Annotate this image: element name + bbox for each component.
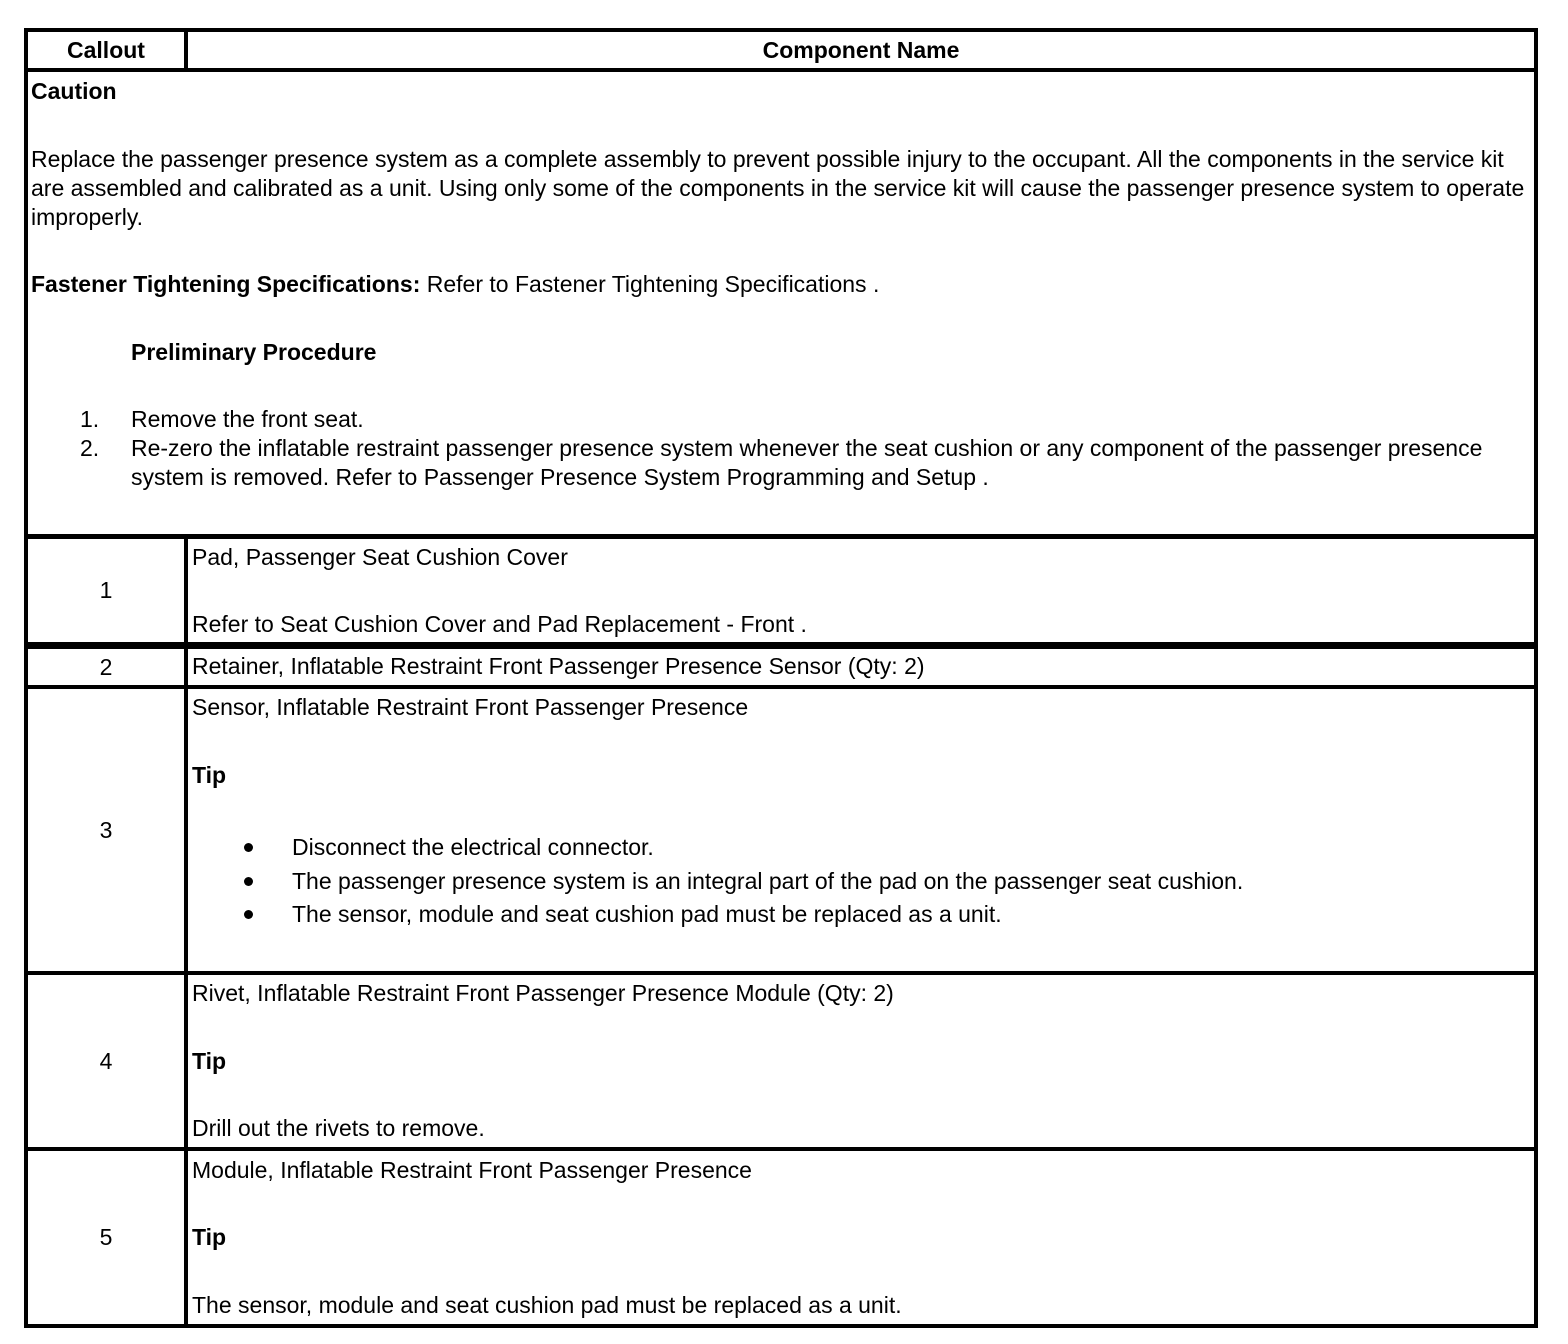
bullet-icon (244, 843, 253, 852)
bullet-text: The passenger presence system is an integral part of the pad on the passenger seat cushion. (292, 868, 1244, 894)
component-name: Pad, Passenger Seat Cushion Cover (192, 544, 568, 570)
row-divider (184, 535, 188, 646)
fastener-spec-text: Refer to Fastener Tightening Specifications . (420, 271, 880, 297)
step-number: 2. (80, 435, 100, 461)
fastener-spec-label: Fastener Tightening Specifications: (31, 271, 421, 297)
step-number: 1. (80, 406, 100, 432)
step-text: Re-zero the inflatable restraint passenger presence system whenever the seat cushion or any component of the passenger presence system is removed. Refer to Passenger Presence System Programming and Setup . (131, 435, 1483, 490)
component-name: Rivet, Inflatable Restraint Front Passenger Presence Module (Qty: 2) (192, 980, 894, 1006)
caution-title: Caution (31, 78, 117, 104)
callout-number: 4 (99, 1047, 113, 1074)
component-table (24, 28, 1538, 1328)
fastener-spec-line (31, 270, 879, 299)
component-note: Drill out the rivets to remove. (192, 1115, 485, 1141)
bullet-text: Disconnect the electrical connector. (292, 834, 654, 860)
header-component-name: Component Name (762, 36, 960, 63)
bullet-icon (244, 910, 253, 919)
row-divider (184, 645, 188, 689)
row-divider (184, 685, 188, 975)
header-callout: Callout (67, 36, 145, 63)
caution-text: Replace the passenger presence system as a complete assembly to prevent possible injury to the occupant. All the components in the service kit are assembled and calibrated as a unit. Using only some of the components in the service kit will cause the passenger presence system to operate improperly. (31, 146, 1525, 230)
row-divider (184, 971, 188, 1151)
callout-number: 3 (99, 816, 113, 843)
component-name: Sensor, Inflatable Restraint Front Passenger Presence (192, 694, 749, 720)
preliminary-title: Preliminary Procedure (131, 339, 377, 365)
table-row (24, 685, 1538, 975)
bullet-text: The sensor, module and seat cushion pad must be replaced as a unit. (292, 901, 1002, 927)
bullet-icon (244, 877, 253, 886)
callout-number: 1 (99, 577, 113, 603)
component-name: Module, Inflatable Restraint Front Passenger Presence (192, 1157, 752, 1183)
component-note: Refer to Seat Cushion Cover and Pad Replacement - Front . (192, 611, 807, 637)
tip-label: Tip (192, 1224, 227, 1250)
tip-label: Tip (192, 762, 227, 788)
callout-number: 2 (99, 653, 113, 680)
callout-number: 5 (99, 1224, 113, 1250)
row-divider (184, 1147, 188, 1328)
step-text: Remove the front seat. (131, 406, 364, 432)
component-name: Retainer, Inflatable Restraint Front Passenger Presence Sensor (Qty: 2) (192, 653, 925, 679)
component-note: The sensor, module and seat cushion pad must be replaced as a unit. (192, 1292, 902, 1318)
tip-label: Tip (192, 1048, 227, 1074)
